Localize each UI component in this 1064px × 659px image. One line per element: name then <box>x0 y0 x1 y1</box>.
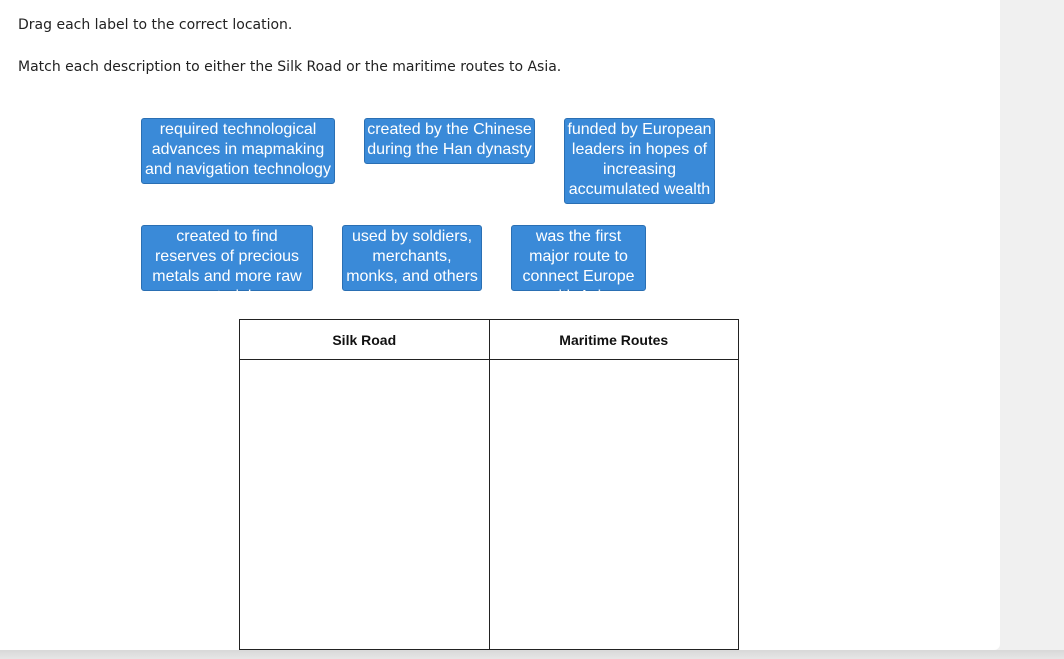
column-header-maritime-routes: Maritime Routes <box>490 320 739 360</box>
drop-zone-maritime-routes[interactable] <box>490 360 739 649</box>
draggable-label[interactable]: used by soldiers, merchants, monks, and others <box>342 225 482 291</box>
silk-road-column <box>240 320 489 649</box>
draggable-label[interactable]: was the first major route to connect Europe with Asia <box>511 225 646 291</box>
draggable-label[interactable]: funded by European leaders in hopes of increasing accumulated wealth <box>564 118 715 204</box>
drop-zone-silk-road[interactable] <box>240 360 489 649</box>
draggable-label[interactable]: created by the Chinese during the Han dynasty <box>364 118 535 164</box>
draggable-label[interactable]: created to find reserves of precious metals and more raw materials <box>141 225 313 291</box>
bottom-scroll-strip <box>0 650 1064 659</box>
column-header-silk-road: Silk Road <box>240 320 489 360</box>
draggable-label[interactable]: required technological advances in mapmaking and navigation technology <box>141 118 335 184</box>
maritime-routes-column <box>489 320 739 649</box>
instruction-match: Match each description to either the Silk Road or the maritime routes to Asia. <box>18 59 562 75</box>
sorting-table <box>239 319 739 650</box>
instruction-drag: Drag each label to the correct location. <box>18 17 293 33</box>
right-gutter <box>1000 0 1064 650</box>
